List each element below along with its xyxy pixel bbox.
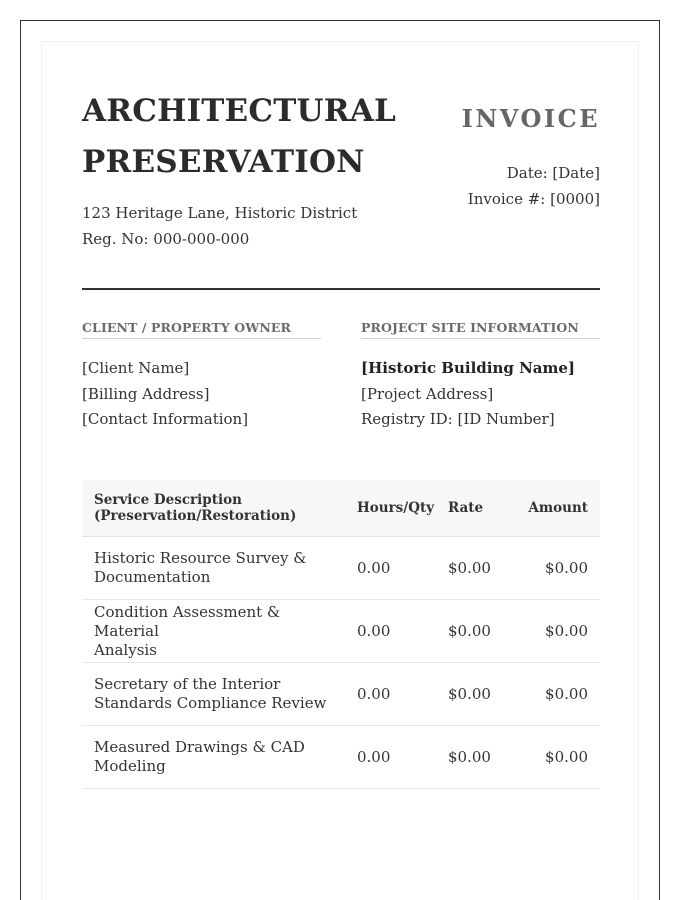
firm-address: 123 Heritage Lane, Historic District bbox=[82, 204, 358, 222]
firm-details bbox=[82, 200, 357, 252]
services-table bbox=[82, 480, 600, 789]
row-rate: $0.00 bbox=[437, 537, 508, 600]
project-site-heading: PROJECT SITE INFORMATION bbox=[361, 320, 600, 339]
firm-registration: Reg. No: 000-000-000 bbox=[82, 230, 250, 248]
row-description-line-2: Standards Compliance Review bbox=[94, 694, 327, 712]
firm-name bbox=[82, 86, 396, 188]
table-row bbox=[82, 663, 600, 726]
row-hours: 0.00 bbox=[344, 663, 437, 726]
row-description-line-1: Secretary of the Interior bbox=[94, 675, 281, 693]
row-amount: $0.00 bbox=[508, 726, 600, 789]
invoice-number: Invoice #: [0000] bbox=[467, 190, 600, 208]
header-rate: Rate bbox=[437, 480, 508, 537]
row-amount: $0.00 bbox=[508, 663, 600, 726]
row-rate: $0.00 bbox=[437, 663, 508, 726]
client-contact: [Contact Information] bbox=[82, 410, 249, 428]
building-name: [Historic Building Name] bbox=[361, 359, 576, 377]
client-heading: CLIENT / PROPERTY OWNER bbox=[82, 320, 321, 339]
row-rate: $0.00 bbox=[437, 600, 508, 663]
table-row bbox=[82, 537, 600, 600]
row-description bbox=[82, 663, 344, 726]
row-hours: 0.00 bbox=[344, 726, 437, 789]
header-description-line-1: Service Description bbox=[94, 492, 242, 508]
project-address: [Project Address] bbox=[361, 384, 494, 403]
firm-name-line-2: PRESERVATION bbox=[82, 144, 365, 180]
row-description-line-2: Documentation bbox=[94, 568, 211, 586]
row-amount: $0.00 bbox=[508, 537, 600, 600]
invoice-title: INVOICE bbox=[461, 104, 600, 133]
row-description-line-2: Modeling bbox=[94, 757, 166, 775]
row-amount: $0.00 bbox=[508, 600, 600, 663]
firm-name-line-1: ARCHITECTURAL bbox=[82, 93, 396, 129]
row-description bbox=[82, 726, 344, 789]
header-amount: Amount bbox=[508, 480, 600, 537]
header-description-line-2: (Preservation/Restoration) bbox=[94, 508, 297, 524]
header-hours: Hours/Qty bbox=[344, 480, 437, 537]
row-description bbox=[82, 537, 344, 600]
table-row bbox=[82, 726, 600, 789]
row-description-line-1: Historic Resource Survey & bbox=[94, 549, 307, 567]
invoice-meta bbox=[468, 160, 600, 212]
row-description bbox=[82, 600, 344, 663]
client-details bbox=[82, 356, 321, 433]
invoice-date: Date: [Date] bbox=[506, 164, 600, 182]
row-description-line-1: Condition Assessment & Material bbox=[94, 602, 281, 640]
row-description-line-1: Measured Drawings & CAD bbox=[94, 738, 305, 756]
project-site-section bbox=[361, 320, 600, 433]
row-description-line-2: Analysis bbox=[94, 640, 157, 659]
client-section bbox=[82, 320, 321, 433]
project-site-details bbox=[361, 356, 600, 433]
row-hours: 0.00 bbox=[344, 537, 437, 600]
client-billing-address: [Billing Address] bbox=[82, 384, 210, 403]
registry-id: Registry ID: [ID Number] bbox=[361, 410, 555, 428]
row-rate: $0.00 bbox=[437, 726, 508, 789]
table-header-row bbox=[82, 480, 600, 537]
header-divider bbox=[82, 288, 600, 290]
header-description bbox=[82, 480, 344, 537]
client-name: [Client Name] bbox=[82, 359, 190, 377]
table-row bbox=[82, 600, 600, 663]
row-hours: 0.00 bbox=[344, 600, 437, 663]
